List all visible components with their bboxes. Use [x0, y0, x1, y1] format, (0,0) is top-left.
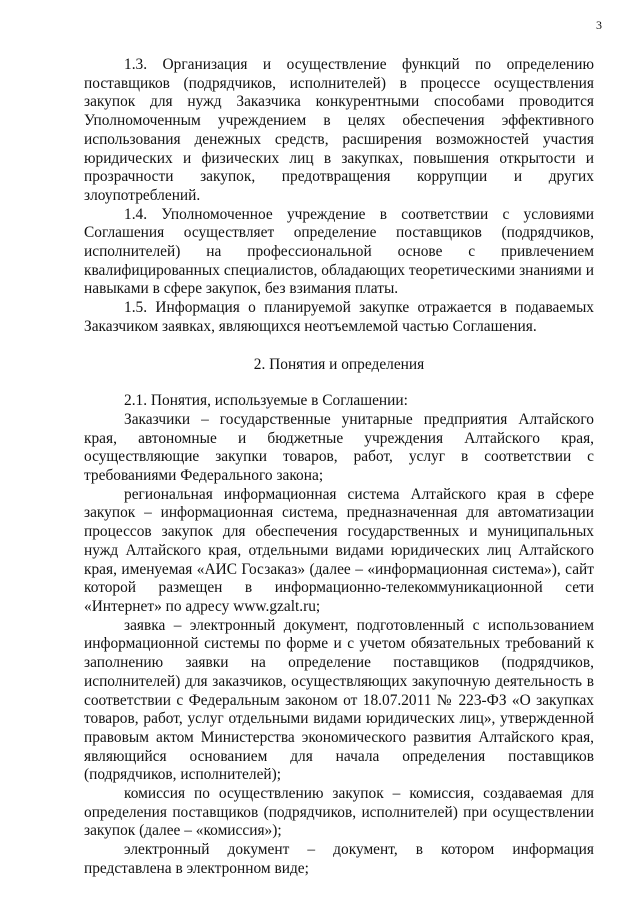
definition-electronic-document: электронный документ – документ, в котором информация представлена в электронном виде;	[84, 841, 594, 877]
section-heading: 2. Понятия и определения	[253, 355, 425, 373]
definition-info-system: региональная информационная система Алтайского края в сфере закупок – информационная система, предназначенная для автоматизации процессов закупок для обеспечения государственных и муниципальных нужд Алтайского края, отдельными видами юридических лиц Алтайского края, именуемая «АИС Госзаказ» (далее – «информационная система»), сайт которой размещен в информационно-телекоммуникационной сети «Интернет» по адресу www.gzalt.ru;	[84, 485, 594, 615]
clause-1-4: 1.4. Уполномоченное учреждение в соответствии с условиями Соглашения осуществляет определение поставщиков (подрядчиков, исполнителей) на профессиональной основе с привлечением квалифицированных специалистов, обладающих теоретическими знаниями и навыками в сфере закупок, без взимания платы.	[84, 205, 594, 298]
page-number: 3	[596, 18, 602, 32]
document-body	[84, 56, 594, 879]
clause-2-1: 2.1. Понятия, используемые в Соглашении:	[124, 392, 408, 410]
clause-1-5: 1.5. Информация о планируемой закупке отражается в подаваемых Заказчиком заявках, являющихся неотъемлемой частью Соглашения.	[84, 299, 594, 335]
definition-customers: Заказчики – государственные унитарные предприятия Алтайского края, автономные и бюджетные учреждения Алтайского края, осуществляющие закупки товаров, работ, услуг в соответствии с требованиями Федерального закона;	[84, 410, 594, 485]
definition-application: заявка – электронный документ, подготовленный с использованием информационной системы по форме и с учетом обязательных требований к заполнению заявки на определение поставщиков (подрядчиков, исполнителей) для заказчиков, осуществляющих закупочную деятельность в соответствии с Федеральным законом от 18.07.2011 № 223-ФЗ «О закупках товаров, работ, услуг отдельными видами юридических лиц», утвержденной правовым актом Министерства экономического развития Алтайского края, являющийся основанием для начала определения поставщиков (подрядчиков, исполнителей);	[84, 616, 594, 784]
clause-1-3: 1.3. Организация и осуществление функций по определению поставщиков (подрядчиков, исполнителей) в процессе осуществления закупок для нужд Заказчика конкурентными способами проводится Уполномоченным учреждением в целях обеспечения эффективного использования денежных средств, расширения возможностей участия юридических и физических лиц в закупках, повышения открытости и прозрачности закупок, предотвращения коррупции и других злоупотреблений.	[84, 56, 594, 204]
definition-commission: комиссия по осуществлению закупок – комиссия, создаваемая для определения поставщиков (подрядчиков, исполнителей) при осуществлении закупок (далее – «комиссия»);	[84, 785, 594, 840]
